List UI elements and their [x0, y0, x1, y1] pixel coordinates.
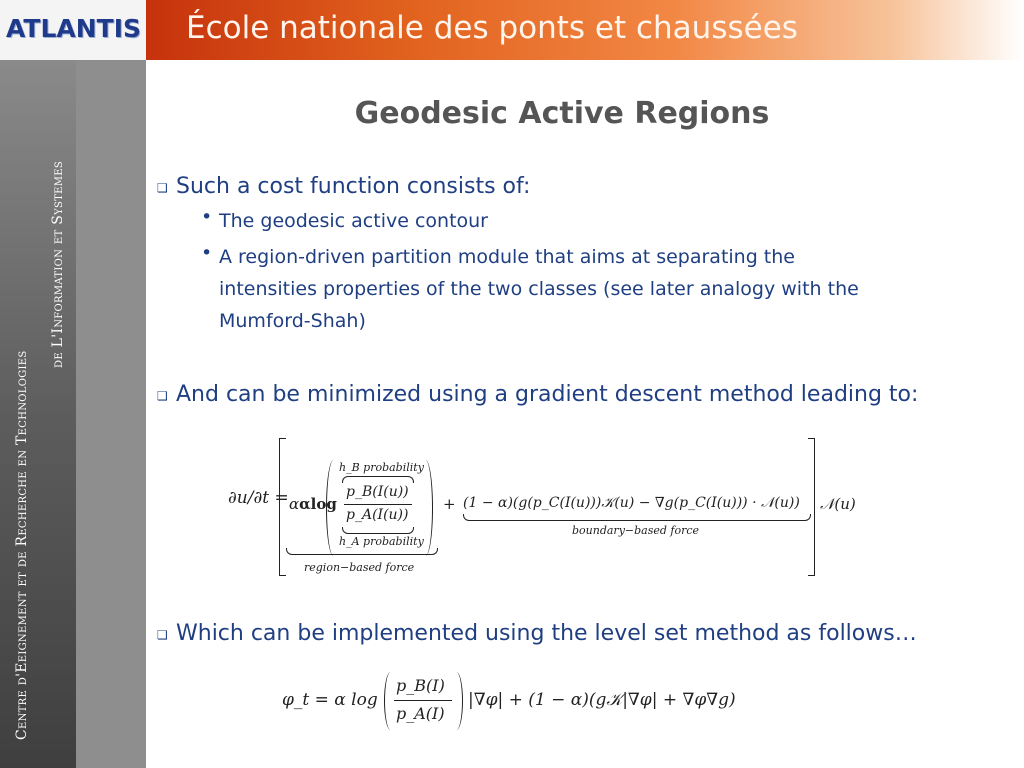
eq2-rhs: |∇φ| + (1 − α)(g𝒦|∇φ| + ∇φ∇g) — [468, 690, 736, 710]
sub-bullet-geodesic: The geodesic active contour — [219, 210, 488, 232]
eq1-region-label: region−based force — [304, 561, 415, 574]
bullet-gradient-descent: And can be minimized using a gradient descent method leading to: — [176, 382, 919, 407]
atlantis-logo: ATLANTIS — [6, 14, 142, 43]
banner-title: École nationale des ponts et chaussées — [186, 10, 798, 46]
bullet-cost-function: Such a cost function consists of: — [176, 174, 531, 199]
eq1-ha-label: h_A probability — [339, 535, 424, 548]
sidebar-text-line1: Centre d'Eeignement et de Recherche en Technologies — [14, 350, 30, 740]
eq2-numerator: p_B(I) — [396, 676, 445, 695]
eq1-boundary-term: (1 − α)(g(p_C(I(u)))𝒦(u) − ∇g(p_C(I(u))) · 𝒩(u)) — [463, 495, 800, 511]
dot-bullet-icon: • — [201, 206, 213, 228]
eq1-hb-label: h_B probability — [339, 461, 424, 474]
eq2-denominator: p_A(I) — [396, 704, 445, 723]
eq1-denominator: p_A(I(u)) — [346, 507, 409, 523]
eq1-region-underbrace — [286, 548, 438, 555]
eq1-plus: + — [443, 495, 456, 513]
eq1-right-bracket — [808, 438, 815, 576]
slide-title: Geodesic Active Regions — [354, 96, 770, 131]
eq2-right-paren — [450, 672, 463, 730]
sub-bullet-region-line1: A region-driven partition module that aims at separating the — [219, 246, 795, 268]
sub-bullet-region-line3: Mumford-Shah) — [219, 310, 366, 332]
eq2-fraction-line — [394, 700, 452, 701]
header-banner — [146, 0, 1024, 60]
eq1-numerator: p_B(I(u)) — [346, 484, 409, 500]
eq1-normal: 𝒩(u) — [820, 495, 856, 513]
eq1-lhs: ∂u/∂t = — [228, 488, 289, 508]
eq2-lhs: φ_t = α log — [282, 690, 378, 710]
square-bullet-icon: ❑ — [157, 389, 168, 403]
eq1-boundary-label: boundary−based force — [572, 524, 700, 537]
logo-area — [0, 0, 146, 61]
square-bullet-icon: ❑ — [157, 181, 168, 195]
eq1-fraction-line — [344, 504, 412, 505]
sidebar-text-line2: de L'Information et Systemes — [50, 160, 66, 368]
eq1-underbrace-small — [342, 527, 414, 534]
eq1-overbrace — [342, 476, 414, 483]
sub-bullet-region-line2: intensities properties of the two classes (see later analogy with the — [219, 278, 859, 300]
sidebar-light-strip — [76, 60, 146, 768]
eq1-boundary-underbrace — [463, 514, 811, 521]
eq1-alpha-log: ααlog — [289, 495, 337, 513]
eq1-left-bracket — [279, 438, 286, 576]
dot-bullet-icon: • — [201, 242, 213, 264]
square-bullet-icon: ❑ — [157, 628, 168, 642]
bullet-level-set: Which can be implemented using the level set method as follows… — [176, 621, 917, 646]
